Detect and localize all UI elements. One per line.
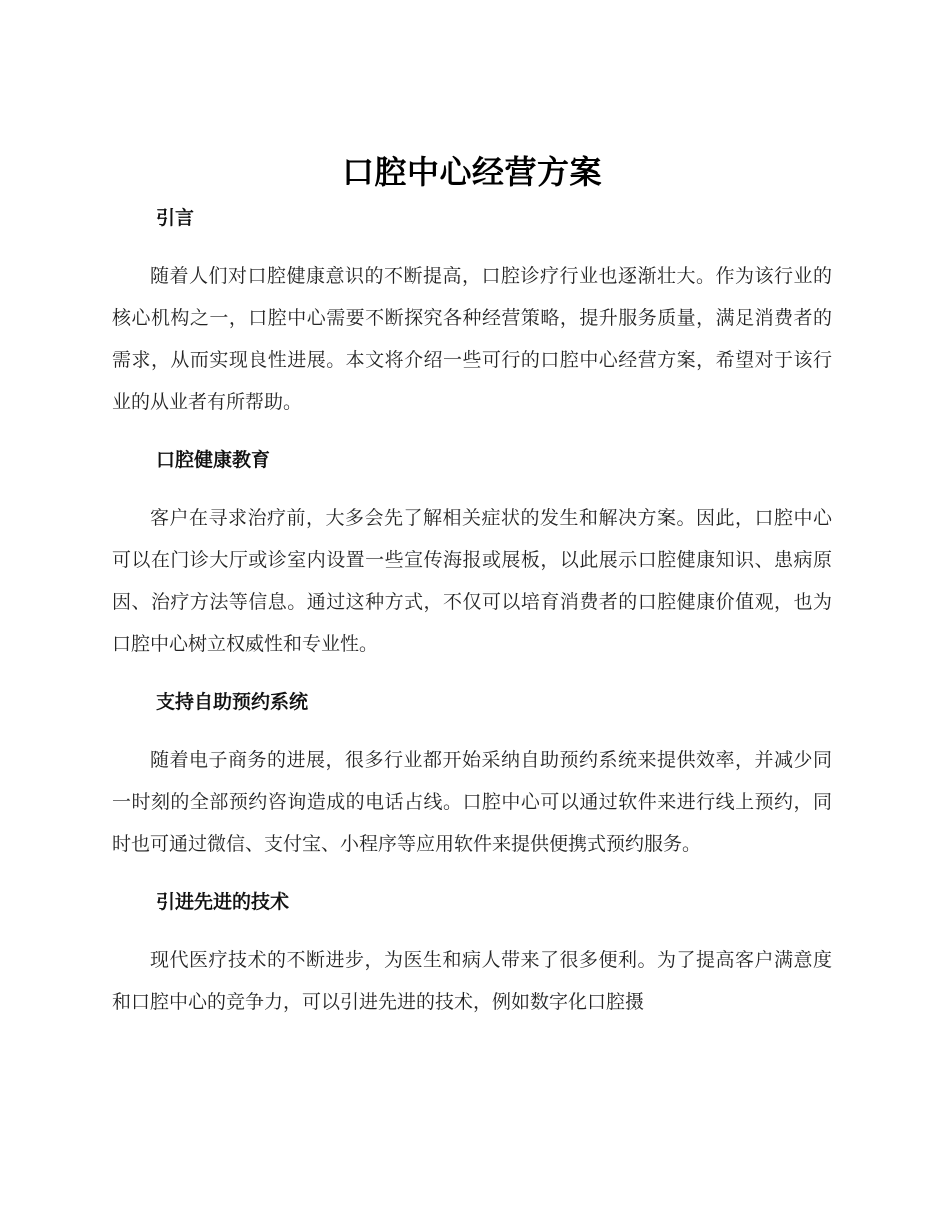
section-heading-self-booking-system: 支持自助预约系统 [156, 691, 309, 713]
section-heading-advanced-technology: 引进先进的技术 [156, 891, 290, 913]
section-paragraph-introduction: 随着人们对口腔健康意识的不断提高，口腔诊疗行业也逐渐壮大。作为该行业的核心机构之一，口腔中心需要不断探究各种经营策略，提升服务质量，满足消费者的需求，从而实现良性进展。本文将介绍一些可行的口腔中心经营方案，希望对于该行业的从业者有所帮助。 [112, 265, 832, 413]
document-body [112, 150, 832, 1023]
section-paragraph-oral-health-education: 客户在寻求治疗前，大多会先了解相关症状的发生和解决方案。因此，口腔中心可以在门诊大厅或诊室内设置一些宣传海报或展板，以此展示口腔健康知识、患病原因、治疗方法等信息。通过这种方式，不仅可以培育消费者的口腔健康价值观，也为口腔中心树立权威性和专业性。 [112, 507, 832, 655]
section-paragraph-advanced-technology: 现代医疗技术的不断进步，为医生和病人带来了很多便利。为了提高客户满意度和口腔中心的竞争力，可以引进先进的技术，例如数字化口腔摄 [112, 949, 832, 1013]
document-title: 口腔中心经营方案 [341, 153, 602, 191]
section-paragraph-self-booking-system: 随着电子商务的进展，很多行业都开始采纳自助预约系统来提供效率，并减少同一时刻的全部预约咨询造成的电话占线。口腔中心可以通过软件来进行线上预约，同时也可通过微信、支付宝、小程序等应用软件来提供便携式预约服务。 [112, 749, 832, 855]
section-heading-oral-health-education: 口腔健康教育 [156, 449, 271, 471]
section-heading-introduction: 引言 [156, 207, 195, 229]
